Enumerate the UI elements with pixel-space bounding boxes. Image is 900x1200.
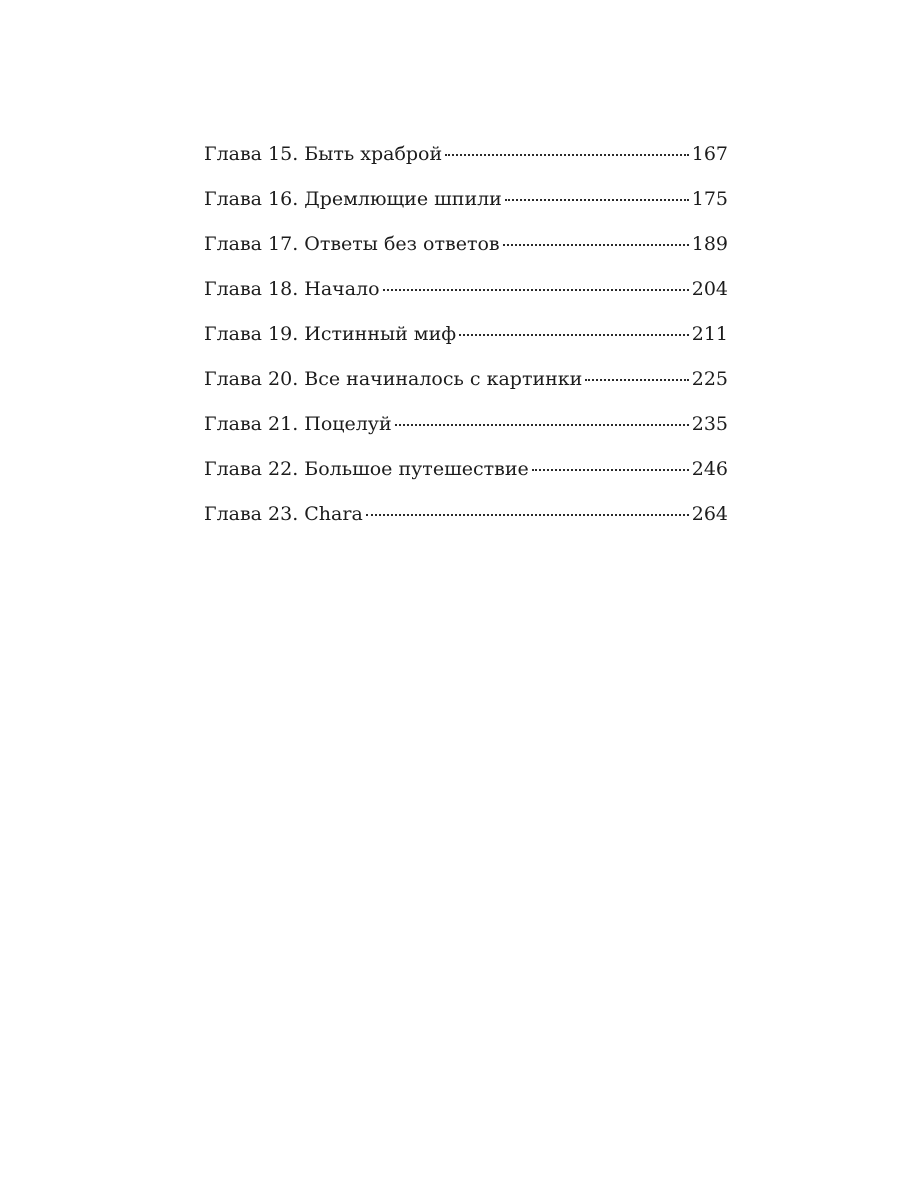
chapter-title: Все начиналось с картинки xyxy=(304,368,583,390)
dot-leader xyxy=(445,153,689,156)
chapter-number: Глава 20. xyxy=(204,368,299,390)
page-number: 175 xyxy=(691,188,728,210)
table-of-contents xyxy=(204,143,728,548)
dot-leader xyxy=(459,333,689,336)
toc-entry-title xyxy=(204,278,380,300)
page-number: 167 xyxy=(691,143,728,165)
toc-entry-title xyxy=(204,323,456,345)
chapter-title: Поцелуй xyxy=(304,413,392,435)
toc-entry-17 xyxy=(204,233,728,278)
page-number: 246 xyxy=(691,458,728,480)
chapter-number: Глава 15. xyxy=(204,143,299,165)
dot-leader xyxy=(585,378,688,381)
page-number: 189 xyxy=(691,233,728,255)
chapter-number: Глава 19. xyxy=(204,323,299,345)
chapter-number: Глава 17. xyxy=(204,233,299,255)
chapter-title: Истинный миф xyxy=(304,323,457,345)
page-number: 235 xyxy=(691,413,728,435)
dot-leader xyxy=(505,198,689,201)
toc-entry-23 xyxy=(204,503,728,548)
chapter-number: Глава 22. xyxy=(204,458,299,480)
chapter-title: Ответы без ответов xyxy=(304,233,500,255)
page-number: 225 xyxy=(691,368,728,390)
page-number: 264 xyxy=(691,503,728,525)
toc-entry-title xyxy=(204,233,500,255)
dot-leader xyxy=(383,288,689,291)
chapter-title: Начало xyxy=(304,278,380,300)
toc-entry-18 xyxy=(204,278,728,323)
dot-leader xyxy=(532,468,689,471)
chapter-number: Глава 18. xyxy=(204,278,299,300)
toc-entry-title xyxy=(204,458,529,480)
chapter-number: Глава 16. xyxy=(204,188,299,210)
chapter-title: Большое путешествие xyxy=(304,458,529,480)
dot-leader xyxy=(503,243,689,246)
toc-entry-19 xyxy=(204,323,728,368)
dot-leader xyxy=(395,423,689,426)
chapter-number: Глава 23. xyxy=(204,503,299,525)
chapter-title: Быть храброй xyxy=(304,143,443,165)
toc-entry-title xyxy=(204,143,442,165)
toc-entry-title xyxy=(204,368,582,390)
toc-entry-title xyxy=(204,503,363,525)
chapter-title: Chara xyxy=(304,503,363,525)
toc-entry-title xyxy=(204,413,392,435)
page-number: 204 xyxy=(691,278,728,300)
chapter-number: Глава 21. xyxy=(204,413,299,435)
toc-entry-15 xyxy=(204,143,728,188)
toc-entry-title xyxy=(204,188,502,210)
dot-leader xyxy=(366,513,689,516)
toc-entry-22 xyxy=(204,458,728,503)
toc-entry-20 xyxy=(204,368,728,413)
chapter-title: Дремлющие шпили xyxy=(304,188,502,210)
toc-entry-21 xyxy=(204,413,728,458)
toc-entry-16 xyxy=(204,188,728,233)
page-number: 211 xyxy=(691,323,728,345)
